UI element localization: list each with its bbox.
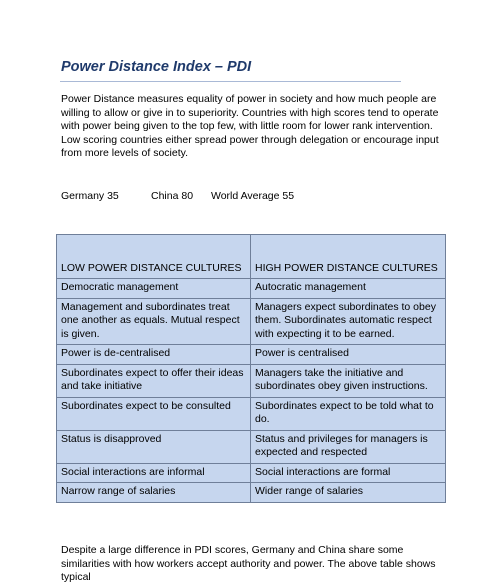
table-cell-high: Status and privileges for managers is expected and respected: [251, 430, 446, 463]
table-cell-low: Power is de-centralised: [57, 345, 251, 365]
table-row: [57, 345, 446, 365]
table-row: [57, 483, 446, 503]
table-cell-low: Social interactions are informal: [57, 463, 251, 483]
table-cell-high: Social interactions are formal: [251, 463, 446, 483]
table-row: [57, 279, 446, 299]
table-cell-high: Managers take the initiative and subordinates obey given instructions.: [251, 364, 446, 397]
score-world-average: World Average 55: [211, 190, 295, 202]
table-row: [57, 463, 446, 483]
table-cell-high: Managers expect subordinates to obey them. Subordinates automatic respect with expecting it to be earned.: [251, 298, 446, 345]
table-row: [57, 298, 446, 345]
table-row: [57, 397, 446, 430]
table-cell-low: Subordinates expect to offer their ideas and take initiative: [57, 364, 251, 397]
table-cell-low: Management and subordinates treat one another as equals. Mutual respect is given.: [57, 298, 251, 345]
table-row: [57, 364, 446, 397]
score-china: China 80: [151, 190, 194, 202]
table-cell-low: Status is disapproved: [57, 430, 251, 463]
score-germany: Germany 35: [61, 190, 119, 202]
header-high-power: HIGH POWER DISTANCE CULTURES: [251, 235, 446, 279]
title-underline: [60, 81, 401, 82]
table-cell-high: Wider range of salaries: [251, 483, 446, 503]
table-cell-high: Autocratic management: [251, 279, 446, 299]
intro-paragraph: Power Distance measures equality of power in society and how much people are willing to allow or give in to superiority. Countries with high scores tend to operate with power being given to the top few, with little room for lower rank intervention. Low scoring countries either spread power through delegation or encourage input from more levels of society.: [61, 93, 439, 159]
table-cell-low: Democratic management: [57, 279, 251, 299]
power-distance-table: [56, 234, 446, 503]
closing-paragraph: Despite a large difference in PDI scores, Germany and China share some similarities with how workers accept authority and power. The above table shows typical: [61, 544, 436, 583]
table-row: [57, 430, 446, 463]
table-header-row: [57, 235, 446, 279]
table-cell-high: Subordinates expect to be told what to do.: [251, 397, 446, 430]
header-low-power: LOW POWER DISTANCE CULTURES: [57, 235, 251, 279]
table-cell-low: Narrow range of salaries: [57, 483, 251, 503]
page-title: Power Distance Index – PDI: [61, 59, 252, 75]
table-cell-low: Subordinates expect to be consulted: [57, 397, 251, 430]
table-cell-high: Power is centralised: [251, 345, 446, 365]
